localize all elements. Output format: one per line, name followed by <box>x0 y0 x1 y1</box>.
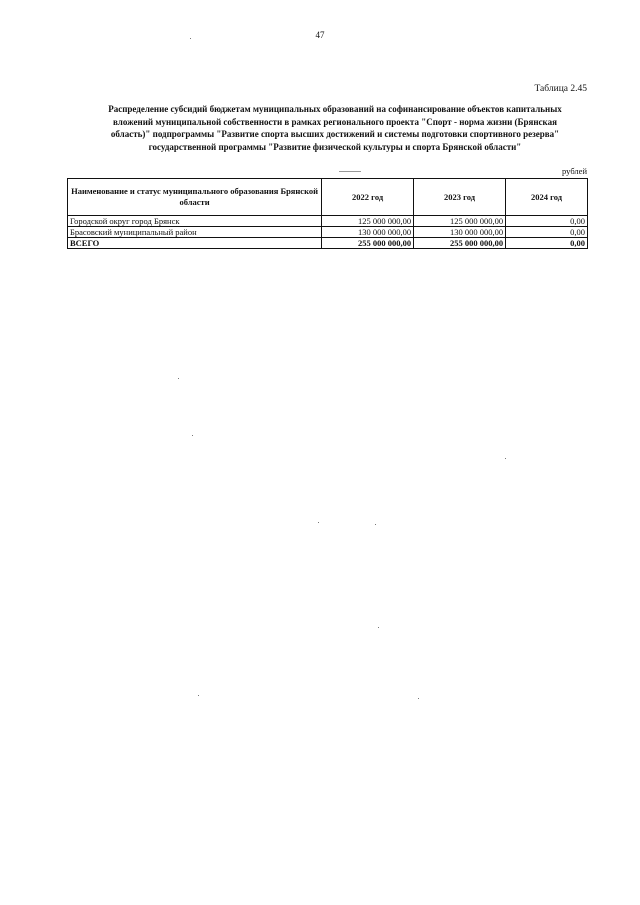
scan-speck <box>378 627 379 628</box>
table-row <box>68 227 588 238</box>
total-name: ВСЕГО <box>68 238 322 249</box>
table-label: Таблица 2.45 <box>534 84 587 94</box>
row-2023: 125 000 000,00 <box>414 216 506 227</box>
scan-speck <box>418 698 419 699</box>
scan-speck <box>375 524 376 525</box>
row-name: Городской округ город Брянск <box>68 216 322 227</box>
scan-speck <box>190 38 191 39</box>
scan-speck <box>192 435 193 436</box>
total-2022: 255 000 000,00 <box>322 238 414 249</box>
total-row <box>68 238 588 249</box>
scan-speck <box>198 695 199 696</box>
title-line: государственной программы "Развитие физической культуры и спорта Брянской области" <box>148 141 522 152</box>
unit-label: рублей <box>562 166 587 176</box>
scan-speck <box>178 378 179 379</box>
table-header-row <box>68 179 588 216</box>
total-2024: 0,00 <box>506 238 588 249</box>
header-2022: 2022 год <box>322 179 414 216</box>
document-title <box>80 103 590 153</box>
row-2022: 130 000 000,00 <box>322 227 414 238</box>
header-2024: 2024 год <box>506 179 588 216</box>
subsidies-table <box>67 178 588 249</box>
title-line: вложений муниципальной собственности в рамках регионального проекта "Спорт - норма жизни (Брянская <box>113 116 557 127</box>
scan-speck <box>318 522 319 523</box>
row-2022: 125 000 000,00 <box>322 216 414 227</box>
total-2023: 255 000 000,00 <box>414 238 506 249</box>
header-2023: 2023 год <box>414 179 506 216</box>
row-2024: 0,00 <box>506 227 588 238</box>
header-name: Наименование и статус муниципального образования Брянской области <box>68 179 322 216</box>
page-number: 47 <box>315 30 325 40</box>
title-line: Распределение субсидий бюджетам муниципальных образований на софинансирование объектов капитальных <box>108 104 562 114</box>
row-2023: 130 000 000,00 <box>414 227 506 238</box>
scan-mark <box>339 171 361 172</box>
scan-speck <box>505 458 506 459</box>
table-row <box>68 216 588 227</box>
row-name: Брасовский муниципальный район <box>68 227 322 238</box>
row-2024: 0,00 <box>506 216 588 227</box>
title-line: область)" подпрограммы "Развитие спорта высших достижений и системы подготовки спортивного резерва" <box>110 129 560 139</box>
